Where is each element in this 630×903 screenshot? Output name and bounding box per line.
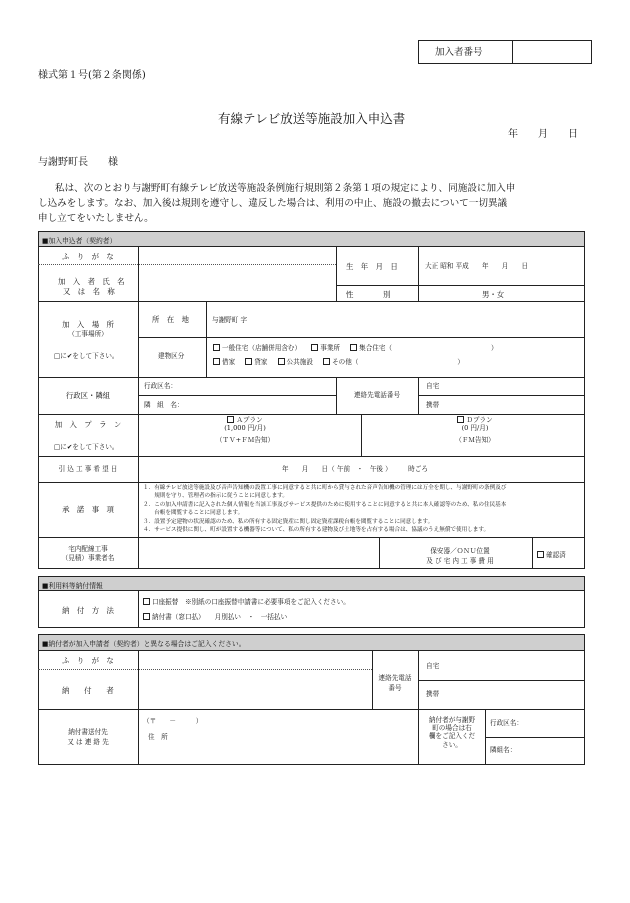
consent-item: ３．設置予定建物の状況確認のため、私の所有する固定資産に関し固定資産課税台帳を閲覧することに同意します。 xyxy=(143,518,434,525)
member-number-label: 加入者番号 xyxy=(435,47,483,58)
payer-furigana-label: ふ り が な xyxy=(62,656,114,665)
onu-label-1: 保安器／ＯＮＵ位置 xyxy=(430,547,490,555)
furigana-field[interactable] xyxy=(139,248,335,263)
birth-label: 生 年 月 日 xyxy=(346,262,398,271)
checkbox-icon xyxy=(350,344,357,351)
home-phone-label[interactable]: 自宅 xyxy=(426,382,440,390)
checkbox-icon xyxy=(213,358,220,365)
building-other-option[interactable]: その他（ ） xyxy=(323,358,464,366)
payer-furigana-field[interactable] xyxy=(139,652,371,668)
checkbox-icon xyxy=(537,551,544,558)
checkbox-icon xyxy=(143,598,150,605)
application-date[interactable]: 年 月 日 xyxy=(508,129,578,140)
confirmed-checkbox[interactable]: 確認済 xyxy=(537,551,566,559)
district-label: 行政区・隣組 xyxy=(65,391,111,400)
checkbox-icon xyxy=(323,358,330,365)
building-office-option[interactable]: 事業所 xyxy=(311,344,340,352)
applicant-name-field[interactable] xyxy=(139,265,335,300)
consent-item: ４．サービス提供に関し、町が設置する機器等について、私の所有する建物及び土地等を占有する場合は、協議のうえ無償で使用します。 xyxy=(143,527,490,534)
birth-value[interactable]: 大正 昭和 平成 年 月 日 xyxy=(425,262,529,270)
checkbox-icon xyxy=(278,358,285,365)
plan-label: 加 入 プ ラ ン xyxy=(54,420,122,429)
addressee: 与謝野町長 様 xyxy=(38,157,118,168)
payer-name-label: 納 付 者 xyxy=(62,686,114,695)
checkbox-icon xyxy=(311,344,318,351)
furigana-label: ふ り が な xyxy=(62,252,114,261)
form-reference: 様式第１号(第２条関係) xyxy=(38,70,146,81)
section-payer-header: ■納付者が加入申請者（契約者）と異なる場合はご記入ください。 xyxy=(38,634,585,651)
section-fee-header: ■利用料等納付情報 xyxy=(38,576,585,591)
payer-address-label-1: 納付書送付先 xyxy=(68,728,108,736)
mobile-phone-label[interactable]: 携帯 xyxy=(426,401,440,409)
building-public-option[interactable]: 公共施設 xyxy=(278,358,313,366)
consent-item: ２．この加入申請書に記入された個人情報を当該工事及びサービス提供のために使用することに同意すると共に本人確認等のため、私の住民基本 xyxy=(143,501,507,508)
building-label: 建物区分 xyxy=(158,352,185,360)
checkbox-icon xyxy=(245,358,252,365)
building-general-option[interactable]: 一般住宅（店舗併用含む） xyxy=(213,344,301,352)
consent-list xyxy=(143,484,506,534)
payer-address-label-2: 又 は 連 絡 先 xyxy=(67,738,109,746)
consent-label: 承 諾 事 項 xyxy=(62,505,114,514)
member-number-field[interactable] xyxy=(513,41,591,63)
location-value[interactable]: 与謝野町 字 xyxy=(212,316,248,324)
name-label-1: 加 入 者 氏 名 xyxy=(58,277,125,286)
intro-text-2: し込みをします。なお、加入後は規則を遵守し、違反した場合は、利用の中止、施設の撤去について一切異議 xyxy=(38,198,508,209)
payer-home-phone-label[interactable]: 自宅 xyxy=(426,662,440,670)
payer-contact-label-2: 番号 xyxy=(388,684,402,692)
plan-d-option[interactable]: Ｄプラン (0 円/月) （ＦＭ告知） xyxy=(455,416,495,445)
check-note-plan: □に✔をして下さい。 xyxy=(54,443,119,451)
payer-address-field[interactable]: 住 所 xyxy=(148,733,168,741)
payer-district-name[interactable]: 行政区名： xyxy=(490,719,523,727)
checkbox-icon xyxy=(227,416,234,423)
building-lease-option[interactable]: 貸家 xyxy=(245,358,267,366)
neighbor-group-label[interactable]: 隣 組 名： xyxy=(144,401,184,409)
plan-a-option[interactable]: Ａプラン (1,000 円/月) （ＴＶ+ＦＭ告知） xyxy=(215,416,275,445)
section-applicant-header: ■加入申込者（契約者） xyxy=(38,231,585,247)
name-label-2: 又 は 名 称 xyxy=(63,287,115,296)
building-row-1 xyxy=(213,344,498,352)
consent-item: 規則を守り、管理者の指示に従うことに同意します。 xyxy=(143,493,288,500)
checkbox-icon xyxy=(143,613,150,620)
check-note-place: □に✔をして下さい。 xyxy=(54,352,119,360)
page-title: 有線テレビ放送等施設加入申込書 xyxy=(218,111,406,126)
consent-item: 台帳を閲覧することに同意します。 xyxy=(143,510,244,517)
checkbox-icon xyxy=(213,344,220,351)
intro-text-1: 私は、次のとおり与謝野町有線テレビ放送等施設条例施行規則第２条第１項の規定により、同施設に加入申 xyxy=(55,183,516,194)
payer-contact-label-1: 連絡先電話 xyxy=(378,674,412,682)
payer-postal-field[interactable]: （〒 － ） xyxy=(143,717,203,725)
contractor-label-2: （見積）事業者名 xyxy=(61,554,115,562)
payment-method-label: 納 付 方 法 xyxy=(62,606,114,615)
place-label-2: （工事場所） xyxy=(68,330,108,338)
building-apartment-option[interactable]: 集合住宅（ ） xyxy=(350,344,497,352)
building-row-2 xyxy=(213,358,464,366)
contact-label: 連絡先電話番号 xyxy=(353,391,401,399)
district-name-label[interactable]: 行政区名： xyxy=(144,382,177,390)
consent-item: １．有線テレビ放送等施設及び音声告知機の設置工事に同意すると共に町から貸与された音声告知機の管理には万全を期し、与謝野町の条例及び xyxy=(143,485,507,491)
onu-label-2: 及 び 宅 内 工 事 費 用 xyxy=(426,557,494,565)
place-label-1: 加 入 場 所 xyxy=(62,320,114,329)
location-label: 所 在 地 xyxy=(152,315,189,324)
sex-label: 性 別 xyxy=(346,290,391,299)
payer-mobile-phone-label[interactable]: 携帯 xyxy=(426,690,440,698)
payer-name-field[interactable] xyxy=(139,670,371,708)
payer-note: 納付者が与謝野 町の場合は右 欄をご記入くだ さい。 xyxy=(428,716,476,749)
contractor-label-1: 宅内配線工事 xyxy=(68,545,108,553)
intro-text-3: 申し立てをいたしません。 xyxy=(38,213,154,224)
checkbox-icon xyxy=(457,416,464,423)
sex-value[interactable]: 男・女 xyxy=(482,290,505,299)
payment-option-slip[interactable]: 納付書（窓口払） 月別払い ・ 一括払い xyxy=(143,613,287,621)
payment-option-bank[interactable]: 口座振替 ※別紙の口座振替申請書に必要事項をご記入ください。 xyxy=(143,598,350,606)
install-date-field[interactable]: 年 月 日（ 午前 ・ 午後 ） 時ごろ xyxy=(282,465,428,473)
contractor-field[interactable] xyxy=(139,538,378,568)
building-rented-option[interactable]: 借家 xyxy=(213,358,235,366)
payer-neighbor-group[interactable]: 隣組名： xyxy=(490,746,517,754)
install-label: 引 込 工 事 希 望 日 xyxy=(58,465,118,473)
